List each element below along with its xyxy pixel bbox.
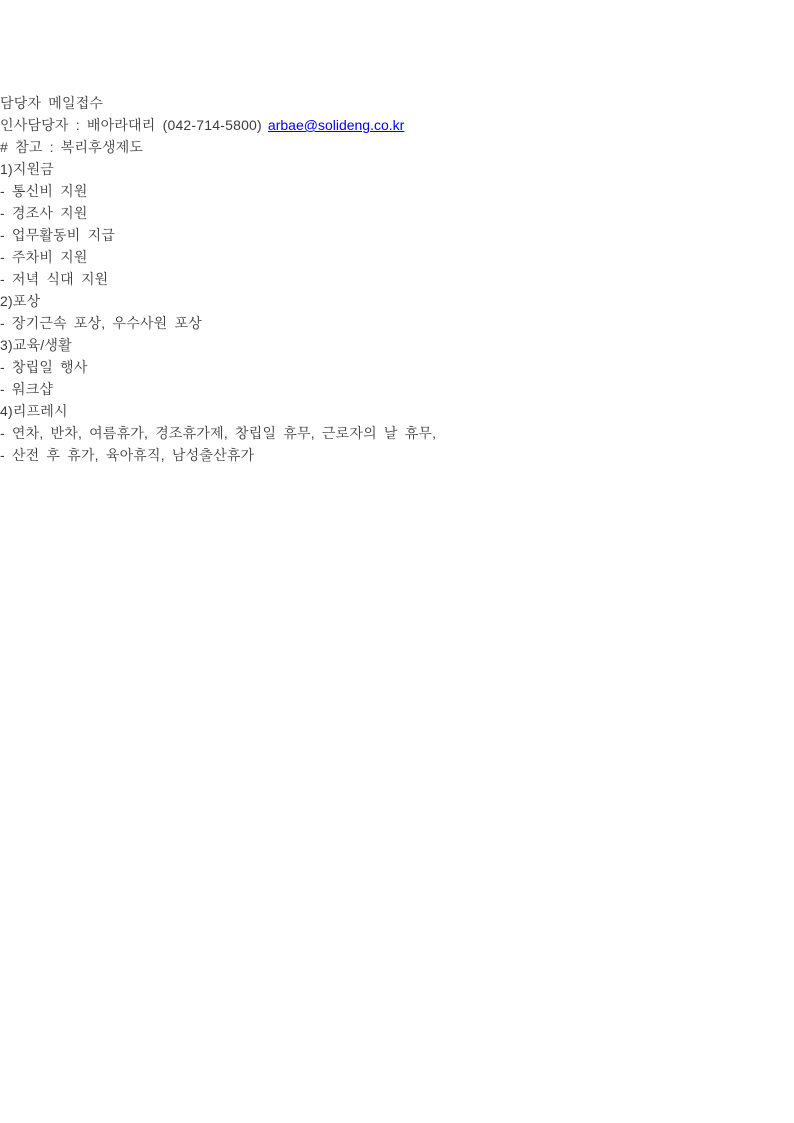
benefit-item-text: 주차비 지원 <box>11 249 88 265</box>
section-heading: 1)지원금 <box>0 161 55 177</box>
benefit-item-text: 창립일 행사 <box>11 359 88 375</box>
benefit-item <box>0 378 794 400</box>
benefit-item-text: 산전 후 휴가, 육아휴직, 남성출산휴가 <box>11 447 255 463</box>
section-heading: 4)리프레시 <box>0 403 68 419</box>
dash-bullet: - <box>0 205 5 221</box>
benefit-item <box>0 268 794 290</box>
dash-bullet: - <box>0 381 5 397</box>
benefit-section-support <box>0 158 794 290</box>
benefit-item <box>0 246 794 268</box>
benefit-item <box>0 180 794 202</box>
dash-bullet: - <box>0 447 5 463</box>
benefit-item-text: 연차, 반차, 여름휴가, 경조휴가제, 창립일 휴무, 근로자의 날 휴무, <box>11 425 437 441</box>
benefit-item <box>0 422 794 444</box>
dash-bullet: - <box>0 359 5 375</box>
hr-contact-line <box>0 114 794 136</box>
benefit-item <box>0 312 794 334</box>
section-heading: 3)교육/생활 <box>0 337 72 353</box>
hr-contact-text: 인사담당자 : 배아라대리 (042-714-5800) <box>0 117 262 133</box>
reference-title: # 참고 : 복리후생제도 <box>0 139 144 155</box>
dash-bullet: - <box>0 425 5 441</box>
dash-bullet: - <box>0 315 5 331</box>
section-heading: 2)포상 <box>0 293 41 309</box>
benefit-item-text: 업무활동비 지급 <box>11 227 116 243</box>
benefit-item <box>0 202 794 224</box>
email-link[interactable]: arbae@solideng.co.kr <box>267 117 405 133</box>
benefit-section-refresh <box>0 400 794 466</box>
contact-method-line: 담당자 메일접수 <box>0 95 104 111</box>
benefit-item-text: 장기근속 포상, 우수사원 포상 <box>11 315 202 331</box>
dash-bullet: - <box>0 227 5 243</box>
benefit-item <box>0 356 794 378</box>
benefit-item <box>0 444 794 466</box>
dash-bullet: - <box>0 271 5 287</box>
benefit-item-text: 저녁 식대 지원 <box>11 271 109 287</box>
benefit-item <box>0 224 794 246</box>
benefit-item-text: 워크샵 <box>11 381 54 397</box>
benefit-section-awards <box>0 290 794 334</box>
benefit-item-text: 통신비 지원 <box>11 183 88 199</box>
dash-bullet: - <box>0 249 5 265</box>
benefit-section-education-life <box>0 334 794 400</box>
benefit-item-text: 경조사 지원 <box>11 205 88 221</box>
dash-bullet: - <box>0 183 5 199</box>
